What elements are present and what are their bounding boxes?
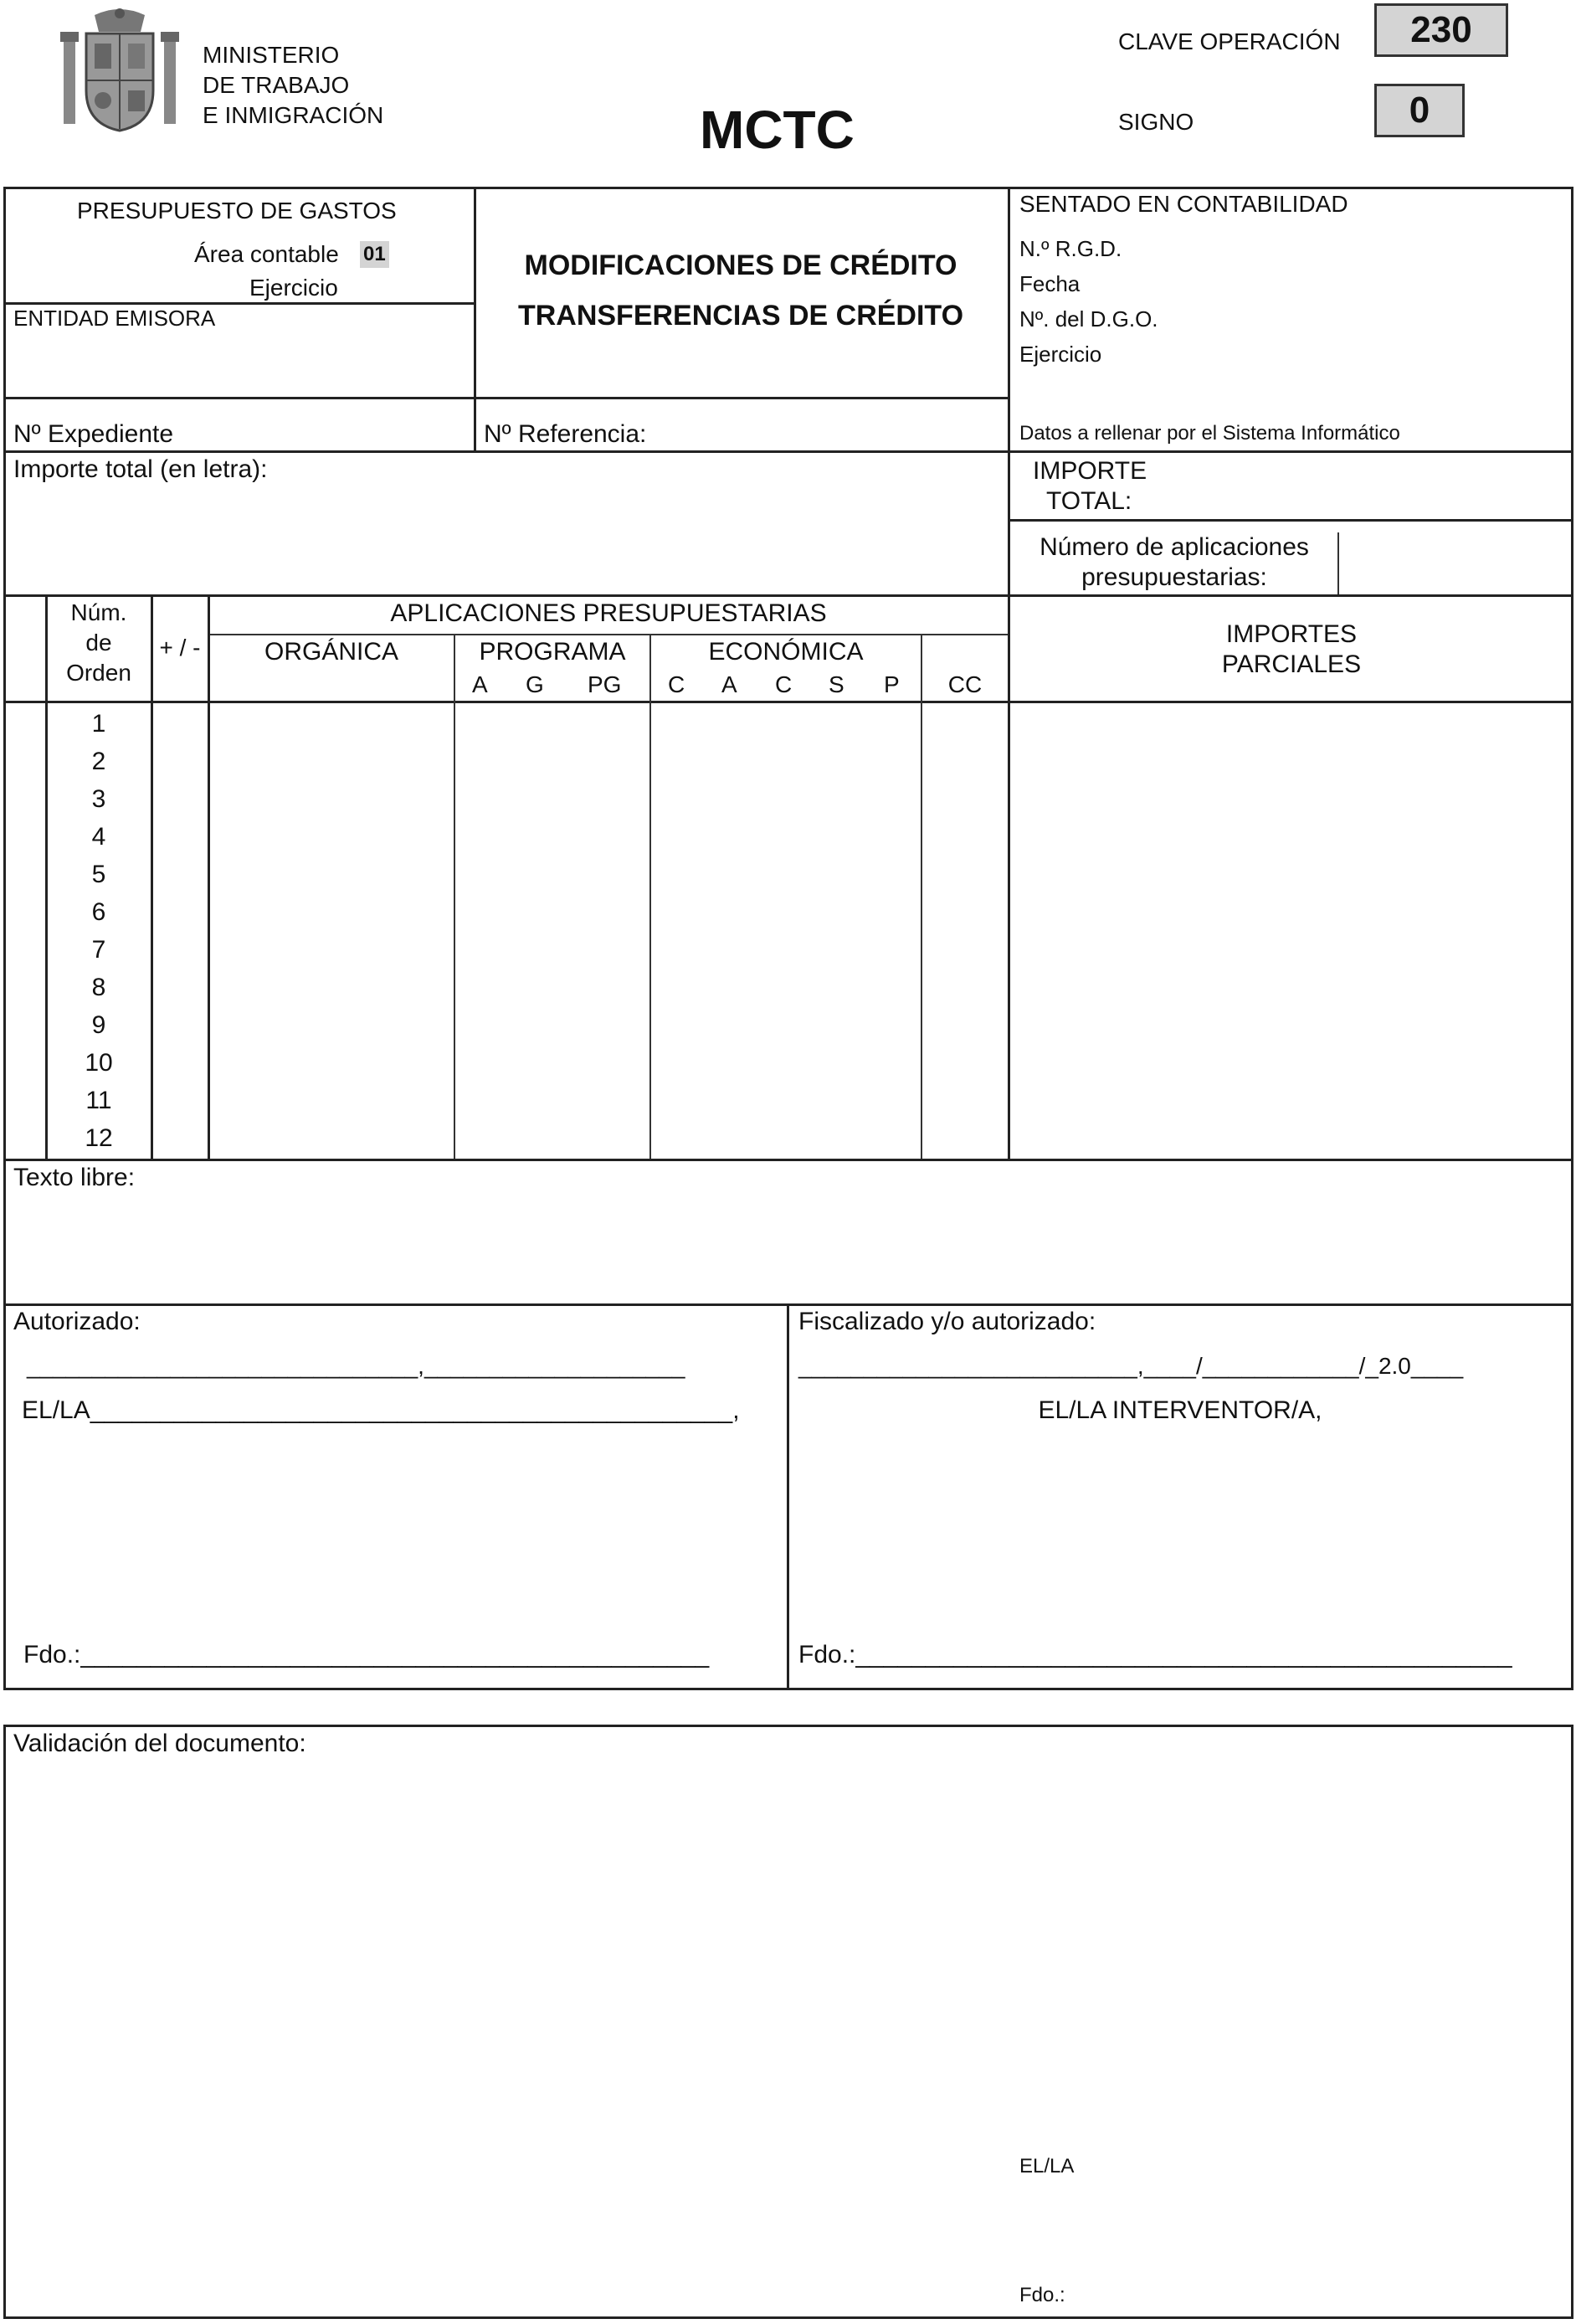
form-title-line-2: TRANSFERENCIAS DE CRÉDITO (517, 300, 964, 332)
clave-operacion-value: 230 (1374, 3, 1508, 57)
aplicaciones-header: APLICACIONES PRESUPUESTARIAS (390, 599, 827, 627)
sentado-ejercicio-label: Ejercicio (1019, 342, 1102, 367)
autorizado-label: Autorizado: (13, 1308, 141, 1335)
programa-sub-a: A (472, 671, 488, 697)
importe-total-label-1: IMPORTE (1033, 457, 1147, 485)
autorizado-el-la-line: EL/LA______________________________________________, (22, 1396, 740, 1424)
divider (3, 594, 1573, 597)
num-aplicaciones-label-1: Número de aplicaciones (1040, 533, 1309, 561)
economica-sub-a: A (721, 671, 737, 697)
fiscalizado-label: Fiscalizado y/o autorizado: (798, 1308, 1096, 1335)
area-contable-label: Área contable (194, 241, 339, 267)
clave-operacion-label: CLAVE OPERACIÓN (1118, 28, 1341, 54)
row-number: 7 (91, 936, 106, 964)
programa-header: PROGRAMA (479, 638, 626, 666)
presupuesto-gastos-label: PRESUPUESTO DE GASTOS (77, 198, 397, 224)
importes-line-2: PARCIALES (1221, 650, 1362, 678)
validacion-label: Validación del documento: (13, 1730, 306, 1757)
num-orden-header (47, 598, 151, 688)
fiscalizado-fdo-line: Fdo.:_______________________________________________ (798, 1641, 1512, 1668)
interventor-label: EL/LA INTERVENTOR/A, (1038, 1396, 1322, 1424)
ejercicio-label: Ejercicio (249, 275, 338, 301)
row-number: 10 (85, 1049, 113, 1077)
cc-header: CC (947, 671, 983, 697)
row-number: 8 (91, 974, 106, 1001)
ministry-line-2: DE TRABAJO (203, 72, 350, 98)
validacion-el-la: EL/LA (1019, 2155, 1075, 2177)
autorizado-fdo-line: Fdo.:_____________________________________________ (23, 1641, 710, 1668)
economica-sub-s: S (829, 671, 844, 697)
validacion-frame (3, 1725, 1573, 2319)
divider (454, 634, 455, 1159)
divider (208, 594, 210, 1159)
divider (921, 634, 922, 1159)
importe-letra-label: Importe total (en letra): (13, 455, 268, 483)
ministry-line-3: E INMIGRACIÓN (203, 102, 384, 128)
divider (649, 634, 651, 1159)
fiscalizado-place-date-line: __________________________,____/____________/_2.0____ (798, 1353, 1464, 1379)
signo-value: 0 (1374, 84, 1465, 137)
form-code: MCTC (700, 100, 855, 160)
num-orden-line-2: de (85, 630, 112, 656)
row-number: 11 (85, 1087, 112, 1114)
divider (1337, 532, 1339, 594)
row-number: 4 (91, 823, 106, 851)
divider (787, 1303, 789, 1690)
expediente-label: Nº Expediente (13, 420, 174, 448)
divider (3, 397, 1008, 399)
ministry-name (203, 40, 383, 131)
row-number: 1 (91, 710, 106, 738)
validacion-fdo: Fdo.: (1019, 2284, 1065, 2306)
divider (151, 594, 153, 1159)
dgo-label: Nº. del D.G.O. (1019, 306, 1158, 332)
economica-header: ECONÓMICA (708, 638, 864, 666)
area-contable-value: 01 (360, 241, 389, 268)
organica-header: ORGÁNICA (264, 638, 399, 666)
sign-header: + / - (159, 635, 201, 661)
row-number: 3 (91, 785, 106, 813)
economica-sub-c: C (668, 671, 685, 697)
ministry-line-1: MINISTERIO (203, 42, 340, 68)
num-aplicaciones-label-2: presupuestarias: (1081, 563, 1267, 591)
autorizado-place-date-line: ______________________________,____________________ (27, 1353, 685, 1379)
num-orden-line-3: Orden (66, 660, 131, 686)
economica-sub-p: P (884, 671, 900, 697)
referencia-label: Nº Referencia: (484, 420, 647, 448)
sistema-note: Datos a rellenar por el Sistema Informático (1019, 422, 1400, 445)
row-number: 2 (91, 748, 106, 775)
num-orden-line-1: Núm. (70, 599, 127, 625)
row-number: 9 (91, 1011, 106, 1039)
entidad-emisora-label: ENTIDAD EMISORA (13, 306, 216, 331)
rgd-label: N.º R.G.D. (1019, 236, 1122, 261)
economica-sub-c2: C (775, 671, 793, 697)
divider (209, 634, 1008, 635)
row-number: 12 (85, 1124, 113, 1152)
fecha-label: Fecha (1019, 271, 1081, 296)
row-number: 5 (91, 861, 106, 888)
programa-sub-g: G (526, 671, 544, 697)
form-title-line-1: MODIFICACIONES DE CRÉDITO (524, 249, 957, 281)
importes-line-1: IMPORTES (1225, 620, 1358, 648)
importes-parciales-header (1009, 620, 1573, 680)
divider (3, 1159, 1573, 1161)
divider (1008, 519, 1573, 522)
texto-libre-label: Texto libre: (13, 1164, 136, 1191)
divider (3, 450, 1573, 453)
importe-total-label-2: TOTAL: (1046, 487, 1132, 515)
programa-sub-pg: PG (588, 671, 622, 697)
divider (3, 701, 1573, 703)
sentado-heading: SENTADO EN CONTABILIDAD (1019, 191, 1348, 217)
signo-label: SIGNO (1118, 109, 1194, 135)
coat-of-arms-icon (57, 7, 182, 132)
row-number: 6 (91, 898, 106, 926)
divider (3, 302, 474, 305)
